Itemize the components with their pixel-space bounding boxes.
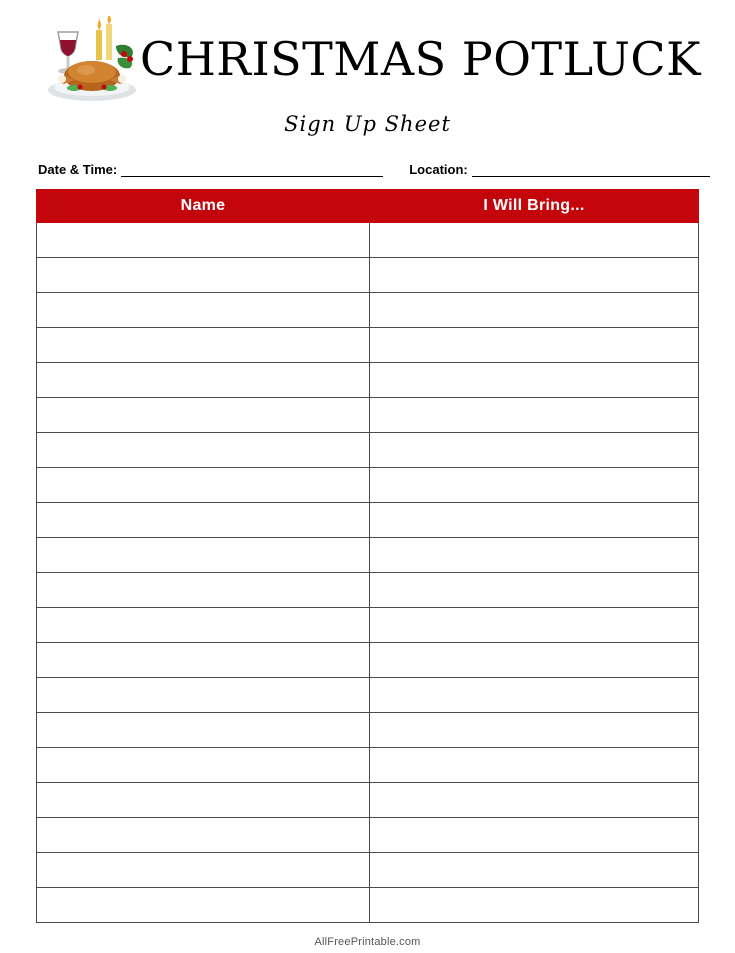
cell-name[interactable] <box>37 503 370 538</box>
table-row <box>37 573 699 608</box>
cell-name[interactable] <box>37 223 370 258</box>
cell-name[interactable] <box>37 713 370 748</box>
cell-bring[interactable] <box>369 363 698 398</box>
cell-name[interactable] <box>37 853 370 888</box>
cell-bring[interactable] <box>369 573 698 608</box>
cell-bring[interactable] <box>369 853 698 888</box>
cell-bring[interactable] <box>369 818 698 853</box>
table-row <box>37 433 699 468</box>
cell-name[interactable] <box>37 818 370 853</box>
table-row <box>37 608 699 643</box>
table-row <box>37 328 699 363</box>
cell-bring[interactable] <box>369 468 698 503</box>
cell-name[interactable] <box>37 433 370 468</box>
cell-name[interactable] <box>37 328 370 363</box>
cell-name[interactable] <box>37 608 370 643</box>
table-row <box>37 503 699 538</box>
location-input-line[interactable] <box>472 165 710 177</box>
cell-bring[interactable] <box>369 293 698 328</box>
table-row <box>37 398 699 433</box>
page-subtitle: Sign Up Sheet <box>284 112 451 136</box>
table-row <box>37 643 699 678</box>
table-row <box>37 363 699 398</box>
cell-bring[interactable] <box>369 328 698 363</box>
cell-bring[interactable] <box>369 398 698 433</box>
table-header-row <box>37 190 699 223</box>
cell-bring[interactable] <box>369 713 698 748</box>
table-row <box>37 223 699 258</box>
page-title: CHRISTMAS POTLUCK <box>140 32 701 86</box>
table-row <box>37 783 699 818</box>
table-row <box>37 293 699 328</box>
cell-name[interactable] <box>37 573 370 608</box>
cell-name[interactable] <box>37 468 370 503</box>
table-row <box>37 468 699 503</box>
table-row <box>37 888 699 923</box>
table-row <box>37 853 699 888</box>
cell-bring[interactable] <box>369 678 698 713</box>
location-field[interactable] <box>409 162 710 177</box>
cell-bring[interactable] <box>369 223 698 258</box>
christmas-dinner-illustration-icon <box>44 16 140 102</box>
table-row <box>37 748 699 783</box>
cell-bring[interactable] <box>369 608 698 643</box>
cell-name[interactable] <box>37 293 370 328</box>
date-time-input-line[interactable] <box>121 165 383 177</box>
cell-bring[interactable] <box>369 538 698 573</box>
cell-bring[interactable] <box>369 888 698 923</box>
cell-name[interactable] <box>37 398 370 433</box>
table-row <box>37 258 699 293</box>
cell-name[interactable] <box>37 748 370 783</box>
cell-bring[interactable] <box>369 783 698 818</box>
cell-name[interactable] <box>37 258 370 293</box>
footer-credit: AllFreePrintable.com <box>314 936 421 948</box>
column-header-bring: I Will Bring... <box>369 190 698 223</box>
date-time-field[interactable] <box>38 162 383 177</box>
column-header-name: Name <box>37 190 370 223</box>
table-row <box>37 538 699 573</box>
cell-name[interactable] <box>37 678 370 713</box>
signup-table <box>36 189 699 923</box>
document-header <box>36 0 699 96</box>
cell-bring[interactable] <box>369 433 698 468</box>
cell-name[interactable] <box>37 363 370 398</box>
cell-name[interactable] <box>37 888 370 923</box>
cell-bring[interactable] <box>369 258 698 293</box>
cell-name[interactable] <box>37 643 370 678</box>
table-row <box>37 678 699 713</box>
table-row <box>37 818 699 853</box>
cell-bring[interactable] <box>369 643 698 678</box>
date-time-label: Date & Time: <box>38 162 118 177</box>
location-label: Location: <box>409 162 468 177</box>
table-body <box>37 223 699 923</box>
cell-name[interactable] <box>37 783 370 818</box>
table-row <box>37 713 699 748</box>
meta-row <box>36 162 699 177</box>
cell-name[interactable] <box>37 538 370 573</box>
cell-bring[interactable] <box>369 748 698 783</box>
cell-bring[interactable] <box>369 503 698 538</box>
